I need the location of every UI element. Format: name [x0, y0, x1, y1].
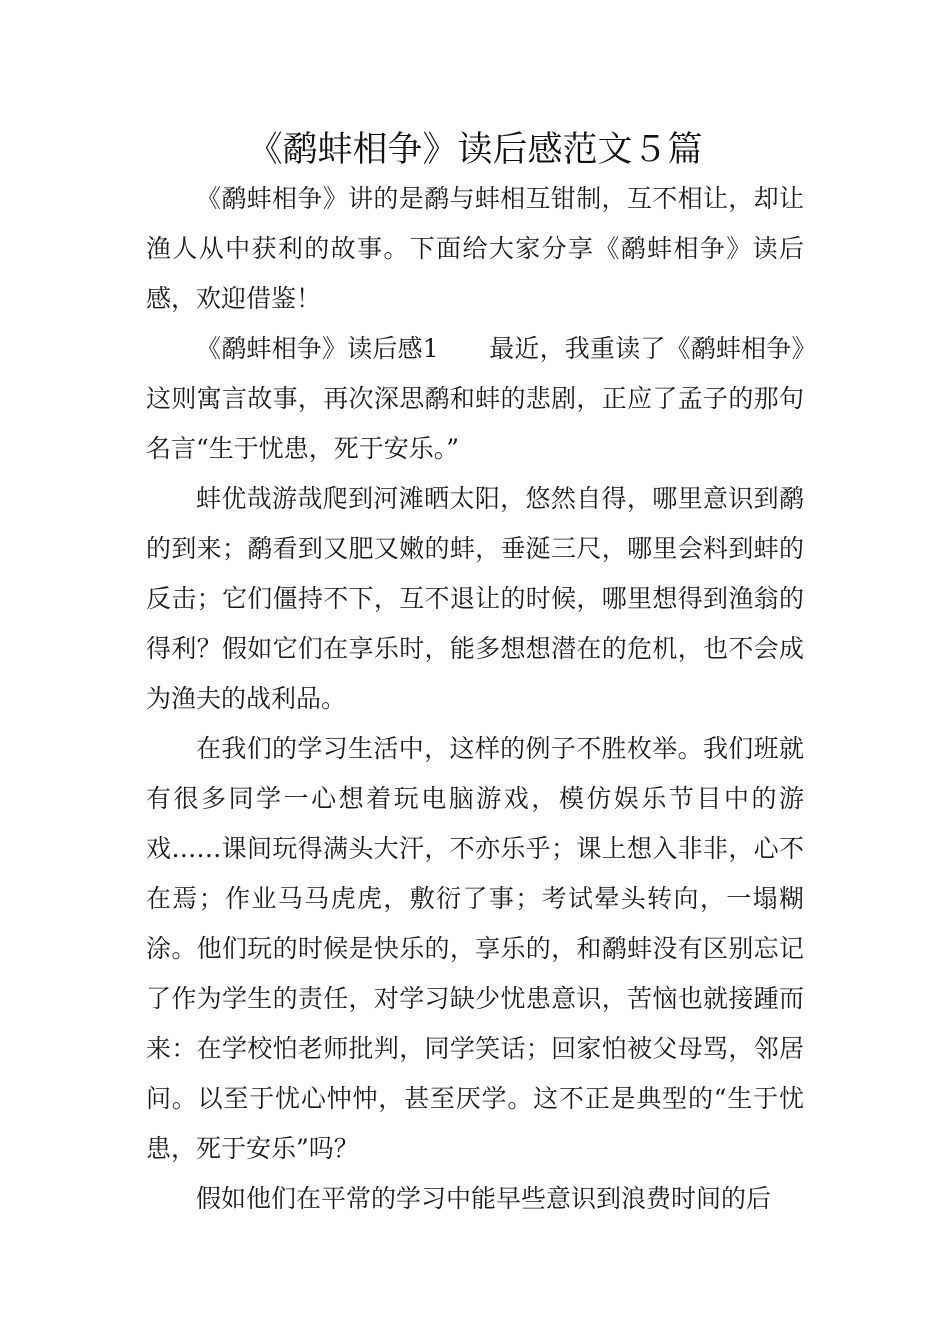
paragraph-intro: 《鹬蚌相争》讲的是鹬与蚌相互钳制，互不相让，却让渔人从中获利的故事。下面给大家分享《鹬蚌相争》读后感，欢迎借鉴！	[146, 184, 804, 313]
paragraph-story: 蚌优哉游哉爬到河滩晒太阳，悠然自得，哪里意识到鹬的到来；鹬看到又肥又嫩的蚌，垂涎三尺，哪里会料到蚌的反击；它们僵持不下，互不退让的时候，哪里想得到渔翁的得利？假如它们在享乐时，能多想想潜在的危机，也不会成为渔夫的战利品。	[146, 484, 804, 713]
paragraph-continued: 假如他们在平常的学习中能早些意识到浪费时间的后	[196, 1184, 772, 1213]
document-title: 《鹬蚌相争》读后感范文５篇	[247, 130, 703, 170]
paragraph-school-life: 在我们的学习生活中，这样的例子不胜枚举。我们班就有很多同学一心想着玩电脑游戏，模仿娱乐节目中的游戏……课间玩得满头大汗，不亦乐乎；课上想入非非，心不在焉；作业马马虎虎，敷衍了事；考试晕头转向，一塌糊涂。他们玩的时候是快乐的，享乐的，和鹬蚌没有区别忘记了作为学生的责任，对学习缺少忧患意识，苦恼也就接踵而来：在学校怕老师批判，同学笑话；回家怕被父母骂，邻居问。以至于忧心忡忡，甚至厌学。这不正是典型的“生于忧患，死于安乐”吗？	[146, 734, 804, 1163]
paragraph-reading-1: 《鹬蚌相争》读后感1 最近，我重读了《鹬蚌相争》这则寓言故事，再次深思鹬和蚌的悲剧，正应了孟子的那句名言“生于忧患，死于安乐。”	[146, 334, 804, 463]
document-body	[146, 174, 804, 1224]
